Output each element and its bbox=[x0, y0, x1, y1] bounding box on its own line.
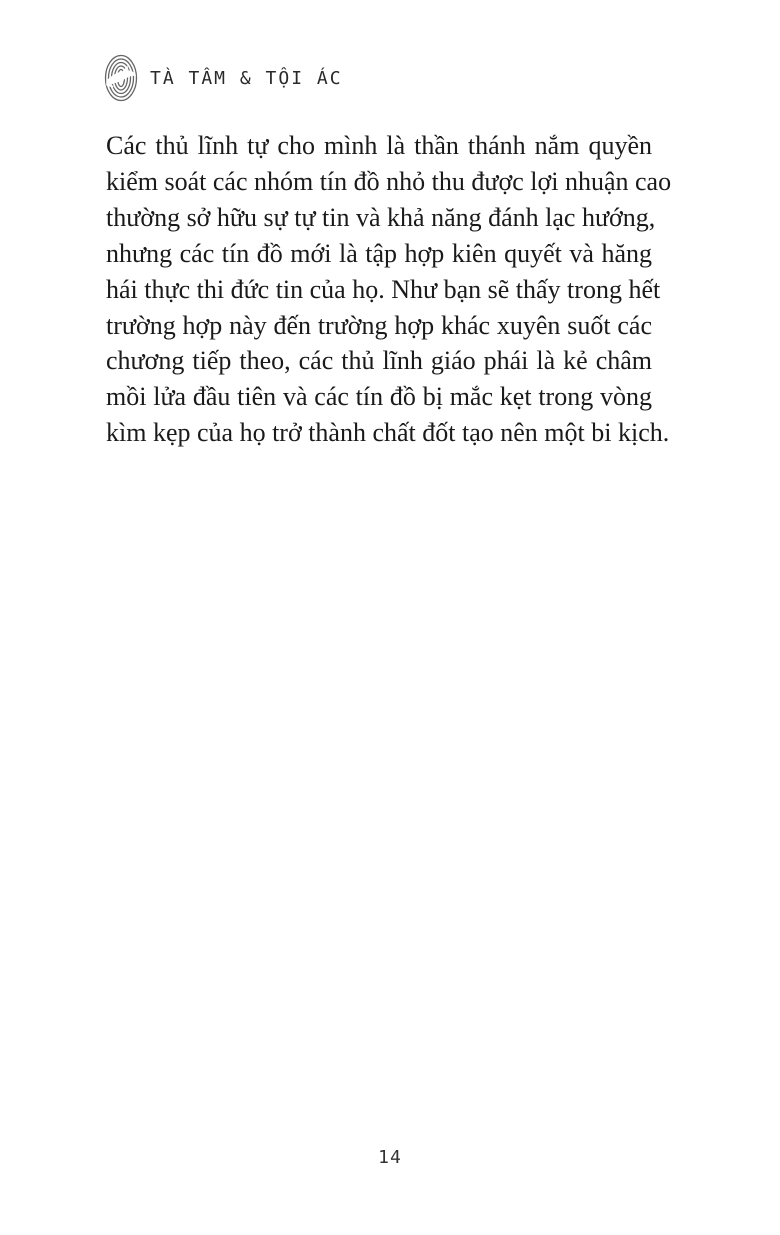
running-title: TÀ TÂM & TỘI ÁC bbox=[150, 67, 343, 89]
page-number: 14 bbox=[378, 1147, 402, 1168]
running-header bbox=[104, 52, 343, 104]
text-line: nhưng các tín đồ mới là tập hợp kiên quyết và hăng bbox=[106, 238, 652, 268]
text-line: kiểm soát các nhóm tín đồ nhỏ thu được lợi nhuận cao bbox=[106, 166, 672, 196]
text-line: Các thủ lĩnh tự cho mình là thần thánh nắm quyền bbox=[106, 131, 652, 160]
text-line: trường hợp này đến trường hợp khác xuyên suốt các bbox=[106, 310, 652, 340]
text-line: chương tiếp theo, các thủ lĩnh giáo phái là kẻ châm bbox=[106, 346, 652, 376]
text-line: hái thực thi đức tin của họ. Như bạn sẽ thấy trong hết bbox=[106, 274, 661, 304]
body-paragraph bbox=[106, 128, 672, 451]
text-line: kìm kẹp của họ trở thành chất đốt tạo nên một bi kịch. bbox=[106, 418, 670, 448]
thumbprint-fox-icon bbox=[104, 54, 138, 102]
text-line: thường sở hữu sự tự tin và khả năng đánh lạc hướng, bbox=[106, 202, 656, 232]
text-line: mồi lửa đầu tiên và các tín đồ bị mắc kẹt trong vòng bbox=[106, 382, 652, 412]
